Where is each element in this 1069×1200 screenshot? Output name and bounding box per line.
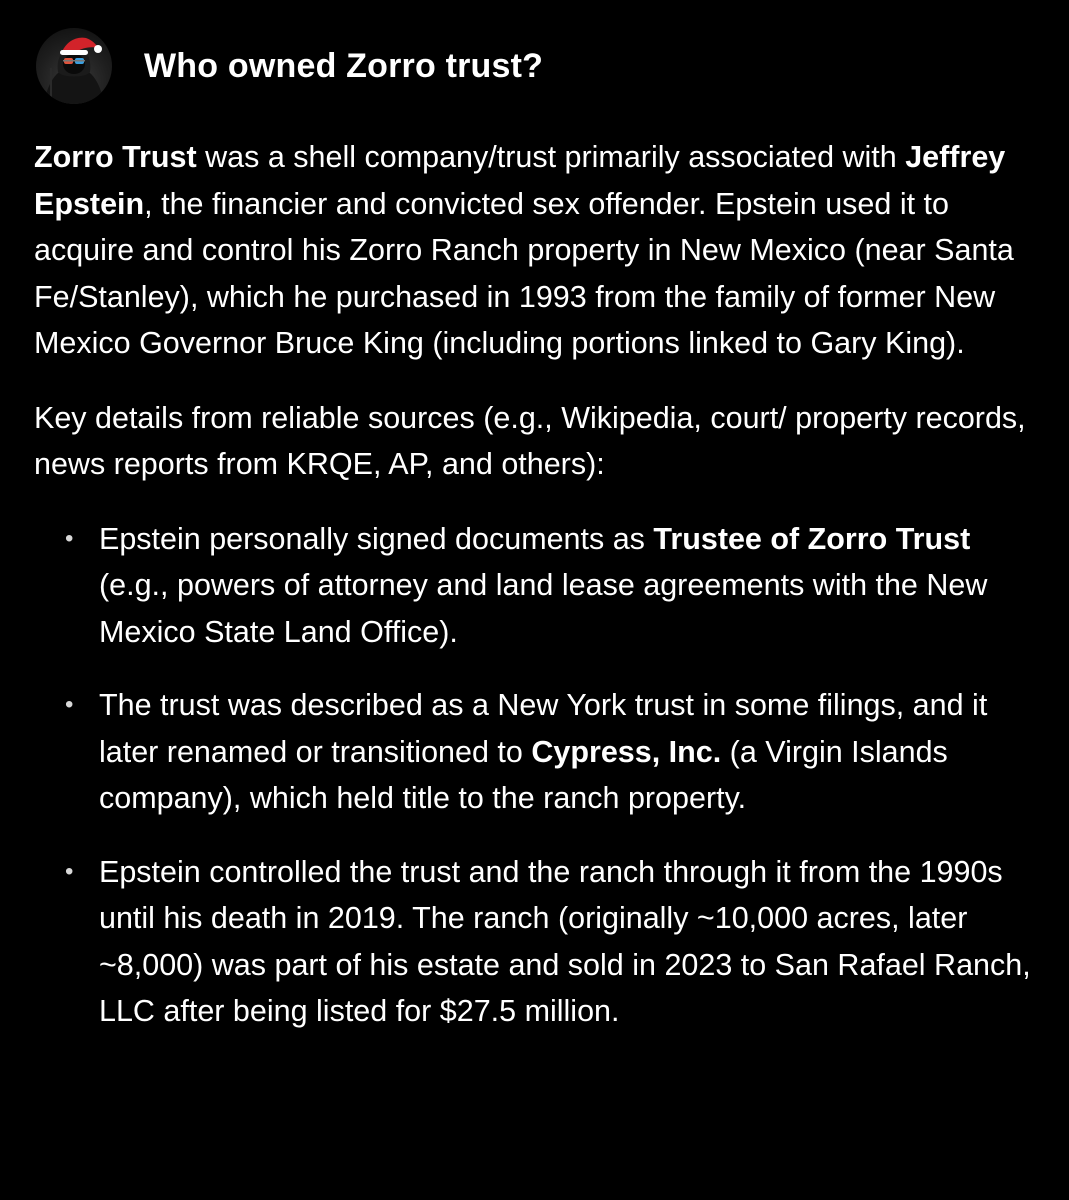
answer-body (34, 134, 1044, 1062)
bullet-icon: • (65, 524, 74, 552)
bold-term: Zorro Trust (34, 140, 197, 174)
text-run: (a Virgin Islands company), which held title to the ranch property. (99, 734, 948, 815)
text-run: , the financier and convicted sex offender. Epstein used it to acquire and control his Zorro Ranch property in New Mexico (near Santa Fe/Stanley), which he purchased in 1993 from the family of former New Mexico Governor Bruce King (including portions linked to Gary King). (34, 186, 1014, 360)
text-run: The trust was described as a New York trust in some filings, and it later renamed or transitioned to (99, 688, 988, 769)
bullet-icon: • (65, 691, 74, 718)
details-list (34, 516, 1044, 1035)
list-item (34, 849, 1044, 1035)
bold-term: Jeffrey Epstein (34, 140, 1006, 221)
intro-paragraph (34, 134, 1044, 367)
question-text: Who owned Zorro trust? (144, 46, 544, 85)
details-paragraph: Key details from reliable sources (e.g., Wikipedia, court/ property records, news reports from KRQE, AP, and others): (34, 400, 1026, 481)
user-avatar[interactable] (36, 28, 112, 104)
text-run: (e.g., powers of attorney and land lease agreements with the New Mexico State Land Office). (99, 568, 988, 649)
list-item (34, 682, 1044, 822)
bold-term: Trustee of Zorro Trust (653, 521, 971, 556)
text-run: Epstein controlled the trust and the ranch through it from the 1990s until his death in 2019. The ranch (originally ~10,000 acres, later ~8,000) was part of his estate and sold in 2023 to San Rafael Ranch, LLC after being listed for $27.5 million. (99, 854, 1031, 1028)
list-item (34, 516, 1044, 656)
hooded-figure-santa-hat-icon (36, 28, 112, 104)
text-run: was a shell company/trust primarily associated with (196, 140, 906, 174)
text-run: Epstein personally signed documents as (99, 521, 654, 556)
bold-term: Cypress, Inc. (531, 734, 722, 769)
question-header (36, 28, 543, 104)
bullet-icon: • (65, 857, 74, 885)
